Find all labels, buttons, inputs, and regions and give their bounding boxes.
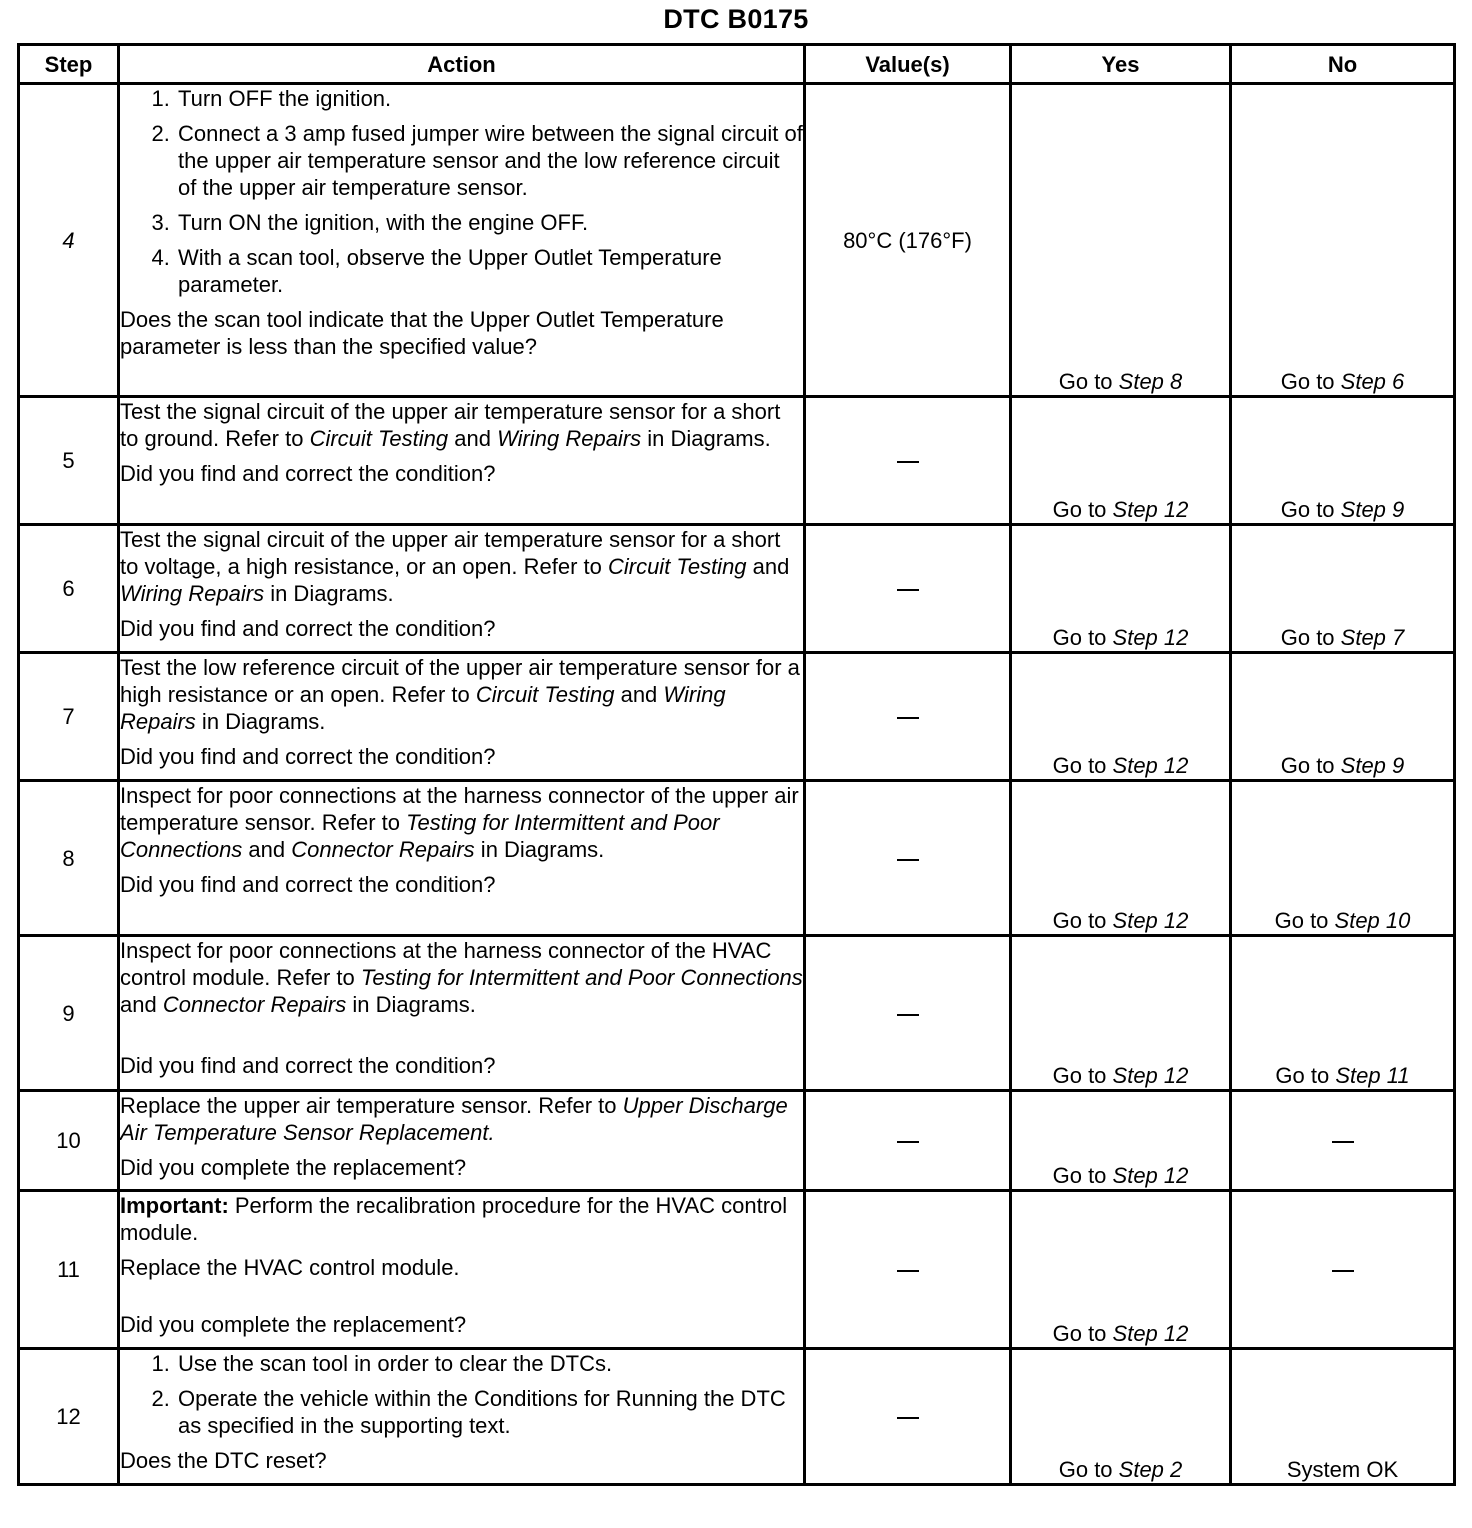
reference-link[interactable]: Circuit Testing <box>607 554 747 579</box>
list-item: 2. Connect a 3 amp fused jumper wire between the signal circuit of the upper air temperature sensor and the low reference circuit of the upper air temperature sensor. <box>176 120 803 201</box>
no-cell: Go to Step 10 <box>1231 781 1455 936</box>
reference-link[interactable]: Connector Repairs <box>162 992 347 1017</box>
no-cell <box>1231 1191 1455 1349</box>
step-number: 7 <box>19 653 119 781</box>
table-row <box>19 525 1455 653</box>
yes-step-link[interactable]: Step 12 <box>1112 1321 1189 1346</box>
yes-cell: Go to Step 12 <box>1011 936 1231 1091</box>
action-cell <box>119 1091 805 1191</box>
reference-link[interactable]: Testing for Intermittent and Poor Connections <box>120 810 720 862</box>
list-item: 4. With a scan tool, observe the Upper Outlet Temperature parameter. <box>176 244 803 298</box>
action-text: Test the low reference circuit of the upper air temperature sensor for a high resistance or an open. Refer to Circuit Testing and Wiring Repairs in Diagrams. <box>120 655 800 734</box>
important-label: Important: <box>120 1193 229 1218</box>
action-text: Replace the upper air temperature sensor. Refer to Upper Discharge Air Temperature Sensor Replacement. <box>120 1093 788 1145</box>
action-list <box>120 1350 803 1439</box>
yes-cell: Go to Step 12 <box>1011 1191 1231 1349</box>
yes-cell: Go to Step 12 <box>1011 397 1231 525</box>
action-list <box>120 85 803 298</box>
reference-link[interactable]: Testing for Intermittent and Poor Connections <box>360 965 803 990</box>
yes-step-link[interactable]: Step 12 <box>1112 1163 1189 1188</box>
header-values: Value(s) <box>805 45 1011 84</box>
action-question: Did you find and correct the condition? <box>120 744 496 769</box>
action-question: Did you complete the replacement? <box>120 1155 467 1180</box>
value-cell <box>805 1349 1011 1485</box>
reference-link[interactable]: Wiring Repairs <box>120 682 726 734</box>
no-cell: Go to Step 7 <box>1231 525 1455 653</box>
no-cell <box>1231 1091 1455 1191</box>
yes-cell: Go to Step 2 <box>1011 1349 1231 1485</box>
important-note: Important: Perform the recalibration procedure for the HVAC control module. <box>120 1193 788 1245</box>
yes-step-link[interactable]: Step 12 <box>1112 497 1189 522</box>
yes-cell: Go to Step 12 <box>1011 653 1231 781</box>
action-cell <box>119 525 805 653</box>
action-cell <box>119 1349 805 1485</box>
step-number: 11 <box>19 1191 119 1349</box>
action-cell <box>119 84 805 397</box>
value-cell <box>805 1091 1011 1191</box>
no-step-link[interactable]: Step 10 <box>1334 908 1411 933</box>
no-step-link[interactable]: Step 7 <box>1340 625 1405 650</box>
action-cell <box>119 1191 805 1349</box>
action-text: Test the signal circuit of the upper air temperature sensor for a short to voltage, a high resistance, or an open. Refer to Circuit Testing and Wiring Repairs in Diagrams. <box>120 527 790 606</box>
table-row <box>19 653 1455 781</box>
value-cell <box>805 781 1011 936</box>
no-step-link[interactable]: Step 6 <box>1340 369 1405 394</box>
reference-link[interactable]: Upper Discharge Air Temperature Sensor Replacement. <box>120 1093 788 1145</box>
dash-mark <box>897 717 919 719</box>
action-text: Inspect for poor connections at the harness connector of the upper air temperature sensor. Refer to Testing for Intermittent and Poor Connections and Connector Repairs in Diagrams. <box>120 783 799 862</box>
reference-link[interactable]: Wiring Repairs <box>497 426 642 451</box>
action-cell <box>119 936 805 1091</box>
yes-step-link[interactable]: Step 12 <box>1112 1063 1189 1088</box>
reference-link[interactable]: Connector Repairs <box>291 837 475 862</box>
yes-prefix: Go to <box>1058 369 1119 394</box>
table-row <box>19 936 1455 1091</box>
dash-mark <box>1332 1270 1354 1272</box>
header-yes: Yes <box>1011 45 1231 84</box>
dash-mark <box>897 461 919 463</box>
yes-step-link[interactable]: Step 2 <box>1118 1457 1183 1482</box>
yes-step-link[interactable]: Step 12 <box>1112 625 1189 650</box>
header-no: No <box>1231 45 1455 84</box>
dash-mark <box>897 1014 919 1016</box>
action-question: Does the scan tool indicate that the Upper Outlet Temperature parameter is less than the specified value? <box>120 307 724 359</box>
value-cell <box>805 936 1011 1091</box>
step-number: 6 <box>19 525 119 653</box>
value-cell: 80°C (176°F) <box>805 84 1011 397</box>
dash-mark <box>897 1270 919 1272</box>
no-step-link[interactable]: Step 9 <box>1340 753 1405 778</box>
yes-step-link[interactable]: Step 8 <box>1118 369 1183 394</box>
no-cell <box>1231 84 1455 397</box>
value-cell <box>805 525 1011 653</box>
action-cell <box>119 653 805 781</box>
table-row <box>19 1349 1455 1485</box>
table-row <box>19 1091 1455 1191</box>
reference-link[interactable]: Circuit Testing <box>309 426 449 451</box>
action-text: Test the signal circuit of the upper air temperature sensor for a short to ground. Refer to Circuit Testing and Wiring Repairs in Diagrams. <box>120 399 781 451</box>
dash-mark <box>897 859 919 861</box>
step-number: 9 <box>19 936 119 1091</box>
action-question: Did you complete the replacement? <box>120 1312 467 1337</box>
yes-cell: Go to Step 12 <box>1011 1091 1231 1191</box>
action-text: Inspect for poor connections at the harness connector of the HVAC control module. Refer to Testing for Intermittent and Poor Connections and Connector Repairs in Diagrams. <box>120 938 803 1017</box>
no-cell: Go to Step 9 <box>1231 397 1455 525</box>
no-cell: System OK <box>1231 1349 1455 1485</box>
no-cell: Go to Step 11 <box>1231 936 1455 1091</box>
action-question: Did you find and correct the condition? <box>120 872 496 897</box>
yes-cell: Go to Step 12 <box>1011 781 1231 936</box>
action-question: Did you find and correct the condition? <box>120 1053 496 1078</box>
table-header-row <box>19 45 1455 84</box>
dash-mark <box>897 1417 919 1419</box>
value-cell <box>805 397 1011 525</box>
step-number: 8 <box>19 781 119 936</box>
step-number: 10 <box>19 1091 119 1191</box>
table-row <box>19 397 1455 525</box>
dash-mark <box>897 589 919 591</box>
action-text: Replace the HVAC control module. <box>120 1255 460 1280</box>
step-number: 5 <box>19 397 119 525</box>
table-row <box>19 1191 1455 1349</box>
step-number: 4 <box>19 84 119 397</box>
action-question: Did you find and correct the condition? <box>120 616 496 641</box>
yes-cell <box>1011 84 1231 397</box>
header-step: Step <box>19 45 119 84</box>
yes-cell: Go to Step 12 <box>1011 525 1231 653</box>
page-title: DTC B0175 <box>663 4 809 34</box>
dash-mark <box>1332 1141 1354 1143</box>
list-item: 3. Turn ON the ignition, with the engine OFF. <box>176 209 803 236</box>
no-step-link[interactable]: Step 11 <box>1335 1063 1410 1088</box>
diagnostic-table <box>17 43 1456 1486</box>
no-prefix: Go to <box>1280 369 1341 394</box>
no-step-link[interactable]: Step 9 <box>1340 497 1405 522</box>
list-item: 2. Operate the vehicle within the Conditions for Running the DTC as specified in the supporting text. <box>176 1385 803 1439</box>
action-question: Did you find and correct the condition? <box>120 461 496 486</box>
reference-link[interactable]: Wiring Repairs <box>120 581 265 606</box>
yes-step-link[interactable]: Step 12 <box>1112 753 1189 778</box>
list-item: 1. Use the scan tool in order to clear the DTCs. <box>176 1350 803 1377</box>
action-cell <box>119 781 805 936</box>
header-action: Action <box>119 45 805 84</box>
value-cell <box>805 1191 1011 1349</box>
reference-link[interactable]: Circuit Testing <box>475 682 615 707</box>
action-cell <box>119 397 805 525</box>
table-row <box>19 781 1455 936</box>
list-item: 1. Turn OFF the ignition. <box>176 85 803 112</box>
yes-step-link[interactable]: Step 12 <box>1112 908 1189 933</box>
no-cell: Go to Step 9 <box>1231 653 1455 781</box>
value-cell <box>805 653 1011 781</box>
dash-mark <box>897 1141 919 1143</box>
table-row <box>19 84 1455 397</box>
step-number: 12 <box>19 1349 119 1485</box>
action-question: Does the DTC reset? <box>120 1448 327 1473</box>
